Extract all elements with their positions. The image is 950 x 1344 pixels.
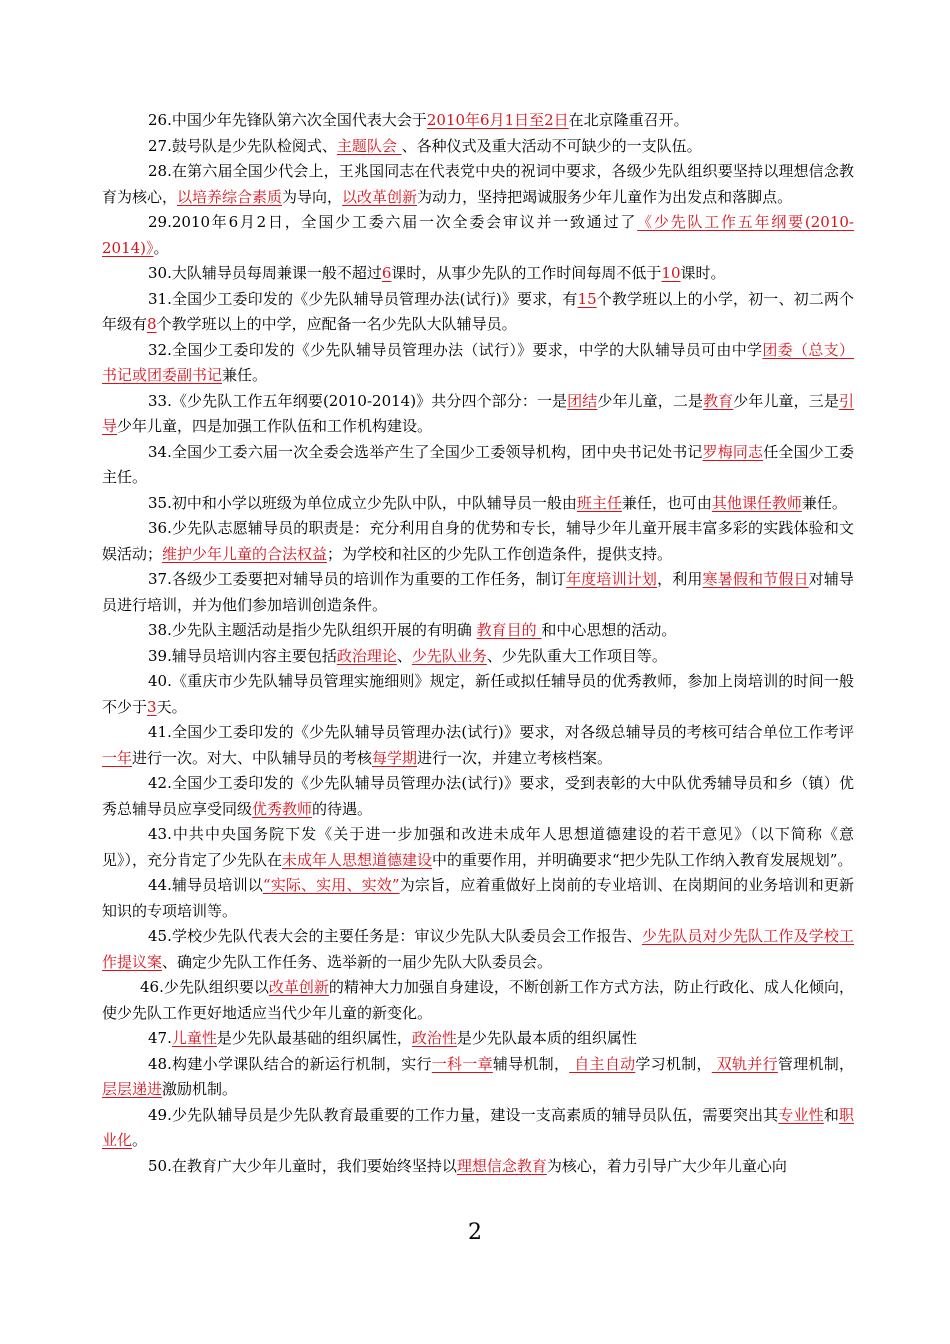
question-text: 少年儿童，三是 bbox=[733, 391, 839, 410]
answer-text: 教育 bbox=[703, 391, 734, 410]
answer-text: 班主任 bbox=[576, 493, 622, 512]
question-text: 、各种仪式及重大活动不可缺少的一支队伍。 bbox=[401, 136, 702, 155]
question-text: 35.初中和小学以班级为单位成立少先队中队，中队辅导员一般由 bbox=[148, 493, 577, 512]
question-item bbox=[102, 516, 854, 567]
question-text: 学习机制， bbox=[635, 1054, 712, 1073]
answer-text: 3 bbox=[147, 697, 157, 716]
question-item bbox=[102, 720, 854, 771]
question-item bbox=[102, 210, 854, 261]
answer-text: 团结 bbox=[567, 391, 598, 410]
question-text: 少年儿童，四是加强工作队伍和工作机构建设。 bbox=[117, 417, 433, 435]
answer-text: 寒暑假和节假日 bbox=[702, 570, 809, 588]
question-item bbox=[102, 108, 854, 134]
question-text: 43.中共中央国务院下发《关于进一步加强和改进未成年人思想道德建设的若干意见》（以下简称《意见》），充分肯定了少先队在 bbox=[102, 825, 854, 869]
question-text: 管理机制， bbox=[777, 1054, 854, 1073]
question-text: 44.辅导员培训以 bbox=[148, 876, 263, 894]
question-item bbox=[102, 338, 854, 389]
question-text: 39.辅导员培训内容主要包括 bbox=[148, 646, 337, 665]
answer-text: “实际、实用、实效” bbox=[262, 876, 400, 894]
question-text: 兼任。 bbox=[222, 366, 268, 384]
question-text: 、确定少先队工作任务、选举新的一届少先队大队委员会。 bbox=[162, 952, 553, 971]
answer-text: 引导 bbox=[102, 391, 854, 435]
answer-text: 层层递进 bbox=[102, 1080, 163, 1098]
question-text: 个教学班以上的中学，应配备一名少先队大队辅导员。 bbox=[156, 315, 517, 333]
question-text: 和中心思想的活动。 bbox=[541, 621, 677, 639]
question-text: 47. bbox=[148, 1029, 172, 1047]
question-item bbox=[102, 669, 854, 720]
question-text: 为动力，坚持把竭诚服务少年儿童作为出发点和落脚点。 bbox=[417, 187, 793, 206]
question-item bbox=[102, 1052, 854, 1103]
answer-text: 少先队员对少先队工作及学校工作提议案 bbox=[102, 927, 854, 971]
question-text: 为核心，着力引导广大少年儿童心向 bbox=[546, 1156, 787, 1175]
answer-text: 《少先队工作五年纲要(2010-2014)》 bbox=[102, 213, 854, 257]
answer-text: 自主自动 bbox=[569, 1054, 636, 1073]
question-text: 38.少先队主题活动是指少先队组织开展的有明确 bbox=[148, 621, 477, 639]
answer-text: 政治理论 bbox=[336, 646, 397, 665]
answer-text: 职业化 bbox=[102, 1105, 854, 1149]
answer-text: 10 bbox=[661, 264, 681, 282]
question-text: 26.中国少年先锋队第六次全国代表大会于 bbox=[148, 111, 427, 129]
page-number: 2 bbox=[468, 1220, 482, 1245]
answer-text: 儿童性 bbox=[171, 1029, 217, 1047]
question-text: 40.《重庆市少先队辅导员管理实施细则》规定，新任或拟任辅导员的优秀教师，参加上岗培训的时间一般不少于 bbox=[102, 672, 854, 716]
question-text: ，利用 bbox=[657, 570, 703, 588]
question-text: 27.鼓号队是少先队检阅式、 bbox=[148, 136, 337, 155]
question-text: 少年儿童，二是 bbox=[597, 391, 704, 410]
question-item bbox=[102, 134, 854, 160]
question-text: 激励机制。 bbox=[162, 1080, 238, 1098]
question-item bbox=[102, 644, 854, 670]
answer-text: 教育目的 bbox=[476, 621, 542, 639]
question-text: ；为学校和社区的少先队工作创造条件，提供支持。 bbox=[327, 544, 673, 563]
question-text: 45.学校少先队代表大会的主要任务是：审议少先队大队委员会工作报告、 bbox=[148, 927, 642, 945]
question-text: 进行一次，并建立考核档案。 bbox=[417, 748, 613, 767]
answer-text: 未成年人思想道德建设 bbox=[282, 850, 433, 869]
question-text: 天。 bbox=[156, 697, 187, 716]
question-text: 33.《少先队工作五年纲要(2010-2014)》共分四个部分：一是 bbox=[148, 391, 568, 410]
question-item bbox=[102, 924, 854, 975]
question-text: 、少先队重大工作项目等。 bbox=[486, 646, 667, 665]
question-text: 29.2010年6月2日，全国少工委六届一次全委会审议并一致通过了 bbox=[148, 213, 638, 231]
question-text: 和 bbox=[823, 1105, 839, 1124]
answer-text: 政治性 bbox=[411, 1029, 457, 1047]
answer-text: 其他课任教师 bbox=[711, 493, 802, 512]
question-item bbox=[102, 1026, 854, 1052]
question-text: 任全国少工委主任。 bbox=[102, 442, 854, 486]
question-item bbox=[102, 261, 854, 287]
answer-text: 改革创新 bbox=[268, 978, 329, 996]
answer-text: 以培养综合素质 bbox=[177, 187, 283, 206]
question-item bbox=[102, 822, 854, 873]
answer-text: 团委（总支）书记或团委副书记 bbox=[102, 340, 854, 384]
answer-text: 年度培训计划 bbox=[566, 570, 658, 588]
question-text: 课时，从事少先队的工作时间每周不低于 bbox=[391, 264, 662, 282]
question-text: 为宗旨，应着重做好上岗前的专业培训、在岗期间的业务培训和更新知识的专项培训等。 bbox=[102, 876, 854, 920]
question-text: 兼任。 bbox=[801, 493, 847, 512]
question-text: 28.在第六届全国少代会上，王兆国同志在代表党中央的祝词中要求，各级少先队组织要坚持以理想信念教育为核心， bbox=[102, 162, 854, 206]
question-text: 42.全国少工委印发的《少先队辅导员管理办法(试行)》要求，受到表彰的大中队优秀辅导员和乡（镇）优秀总辅导员应享受同级 bbox=[102, 774, 854, 818]
question-text: 是少先队最本质的组织属性 bbox=[456, 1029, 637, 1047]
question-text: 进行一次。对大、中队辅导员的考核 bbox=[132, 748, 373, 767]
question-item bbox=[102, 873, 854, 924]
answer-text: 理想信念教育 bbox=[456, 1156, 547, 1175]
answer-text: 一年 bbox=[102, 748, 133, 767]
answer-text: 优秀教师 bbox=[252, 799, 313, 818]
answer-text: 以改革创新 bbox=[342, 187, 418, 206]
question-text: 41.全国少工委印发的《少先队辅导员管理办法(试行)》要求，对各级总辅导员的考核可结合单位工作考评 bbox=[148, 723, 854, 741]
question-text: 对辅导员进行培训，并为他们参加培训创造条件。 bbox=[102, 570, 854, 614]
answer-text: 8 bbox=[147, 315, 157, 333]
question-item bbox=[102, 567, 854, 618]
question-item bbox=[102, 389, 854, 440]
question-text: 个教学班以上的小学，初一、初二两个年级有 bbox=[102, 289, 854, 333]
answer-text: 双轨并行 bbox=[711, 1054, 778, 1073]
question-text: 37.各级少工委要把对辅导员的培训作为重要的工作任务，制订 bbox=[148, 570, 567, 588]
question-text: 34.全国少工委六届一次全委会选举产生了全国少工委领导机构，团中央书记处书记 bbox=[148, 442, 703, 461]
question-item bbox=[102, 618, 854, 644]
question-item bbox=[102, 1154, 854, 1180]
question-text: 32.全国少工委印发的《少先队辅导员管理办法（试行）》要求，中学的大队辅导员可由中学 bbox=[148, 340, 763, 359]
question-text: 中的重要作用，并明确要求“把少先队工作纳入教育发展规划”。 bbox=[432, 850, 853, 869]
question-text: 31.全国少工委印发的《少先队辅导员管理办法(试行)》要求，有 bbox=[148, 289, 578, 308]
question-text: 课时。 bbox=[680, 264, 726, 282]
answer-text: 维护少年儿童的合法权益 bbox=[162, 544, 328, 563]
question-text: 49.少先队辅导员是少先队教育最重要的工作力量，建设一支高素质的辅导员队伍，需要突出其 bbox=[148, 1105, 779, 1124]
question-text: 30.大队辅导员每周兼课一般不超过 bbox=[148, 264, 382, 282]
question-text: 在北京隆重召开。 bbox=[568, 111, 689, 129]
question-text: 。 bbox=[132, 1131, 148, 1149]
question-text: 48.构建小学课队结合的新运行机制，实行 bbox=[148, 1054, 432, 1073]
question-text: 46.少先队组织要以 bbox=[140, 978, 269, 996]
document-body bbox=[102, 108, 854, 1179]
answer-text: 罗梅同志 bbox=[702, 442, 764, 461]
question-item bbox=[102, 287, 854, 338]
answer-text: 一科一章 bbox=[431, 1054, 493, 1073]
answer-text: 2010年6月1日至2日 bbox=[426, 111, 569, 129]
answer-text: 主题队会 bbox=[336, 136, 402, 155]
answer-text: 每学期 bbox=[372, 748, 418, 767]
question-text: 36.少先队志愿辅导员的职责是：充分利用自身的优势和专长，辅导少年儿童开展丰富多彩的实践体验和文娱活动； bbox=[102, 519, 854, 563]
answer-text: 少先队业务 bbox=[411, 646, 487, 665]
question-text: 兼任，也可由 bbox=[621, 493, 712, 512]
question-text: 50.在教育广大少年儿童时，我们要始终坚持以 bbox=[148, 1156, 457, 1175]
question-item bbox=[102, 975, 854, 1026]
question-item bbox=[102, 491, 854, 517]
question-item bbox=[102, 771, 854, 822]
answer-text: 6 bbox=[381, 264, 392, 282]
question-text: 的精神大力加强自身建设，不断创新工作方式方法，防止行政化、成人化倾向，使少先队工作更好地适应当代少年儿童的新变化。 bbox=[102, 978, 854, 1022]
question-text: 、 bbox=[396, 646, 412, 665]
question-text: 的待遇。 bbox=[312, 799, 373, 818]
question-text: 为导向， bbox=[282, 187, 343, 206]
answer-text: 15 bbox=[577, 289, 597, 308]
question-item bbox=[102, 440, 854, 491]
question-text: 。 bbox=[153, 238, 169, 257]
question-text: 是少先队最基础的组织属性， bbox=[216, 1029, 412, 1047]
question-item bbox=[102, 1103, 854, 1154]
question-item bbox=[102, 159, 854, 210]
question-text: 辅导机制， bbox=[492, 1054, 570, 1073]
answer-text: 专业性 bbox=[778, 1105, 824, 1124]
